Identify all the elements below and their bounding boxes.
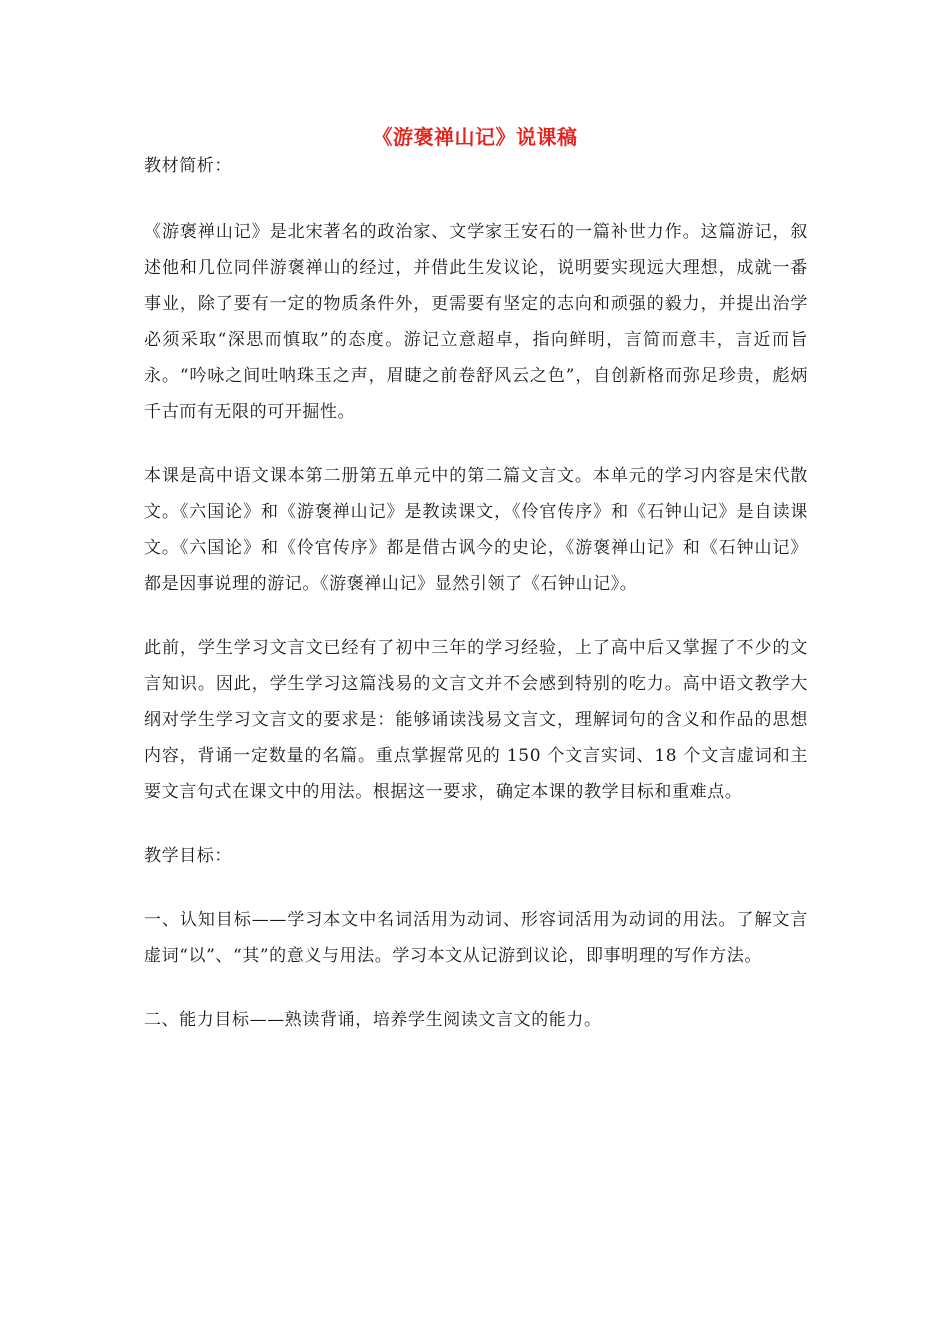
paragraph-unit-context: 本课是高中语文课本第二册第五单元中的第二篇文言文。本单元的学习内容是宋代散文。《六国论》和《游褒禅山记》是教读课文，《伶官传序》和《石钟山记》是自读课文。《六国论》和《伶官传序》都是借古讽今的史论，《游褒禅山记》和《石钟山记》都是因事说理的游记。《游褒禅山记》显然引领了《石钟山记》。 xyxy=(144,466,808,594)
goal-cognitive: 一、认知目标——学习本文中名词活用为动词、形容词活用为动词的用法。了解文言虚词“以”、“其”的意义与用法。学习本文从记游到议论，即事明理的写作方法。 xyxy=(144,910,808,966)
goal-ability: 二、能力目标——熟读背诵，培养学生阅读文言文的能力。 xyxy=(144,1010,602,1030)
document-title: 《游褒禅山记》说课稿 xyxy=(372,125,578,149)
paragraph-student-background: 此前，学生学习文言文已经有了初中三年的学习经验，上了高中后又掌握了不少的文言知识。因此，学生学习这篇浅易的文言文并不会感到特别的吃力。高中语文教学大纲对学生学习文言文的要求是：能够诵读浅易文言文，理解词句的含义和作品的思想内容，背诵一定数量的名篇。重点掌握常见的 150 个文言实词、18 个文言虚词和主要文言句式在课文中的用法。根据这一要求，确定本课的教学目标和重难点。 xyxy=(144,638,808,802)
document-body xyxy=(144,148,808,1038)
section-heading-analysis: 教材简析： xyxy=(144,156,232,176)
section-heading-goals: 教学目标： xyxy=(144,846,232,866)
paragraph-intro: 《游褒禅山记》是北宋著名的政治家、文学家王安石的一篇补世力作。这篇游记，叙述他和几位同伴游褒禅山的经过，并借此生发议论，说明要实现远大理想，成就一番事业，除了要有一定的物质条件外，更需要有坚定的志向和顽强的毅力，并提出治学必须采取“深思而慎取”的态度。游记立意超卓，指向鲜明，言简而意丰，言近而旨永。“吟咏之间吐呐珠玉之声，眉睫之前卷舒风云之色”，自创新格而弥足珍贵，彪炳千古而有无限的可开掘性。 xyxy=(144,222,808,422)
